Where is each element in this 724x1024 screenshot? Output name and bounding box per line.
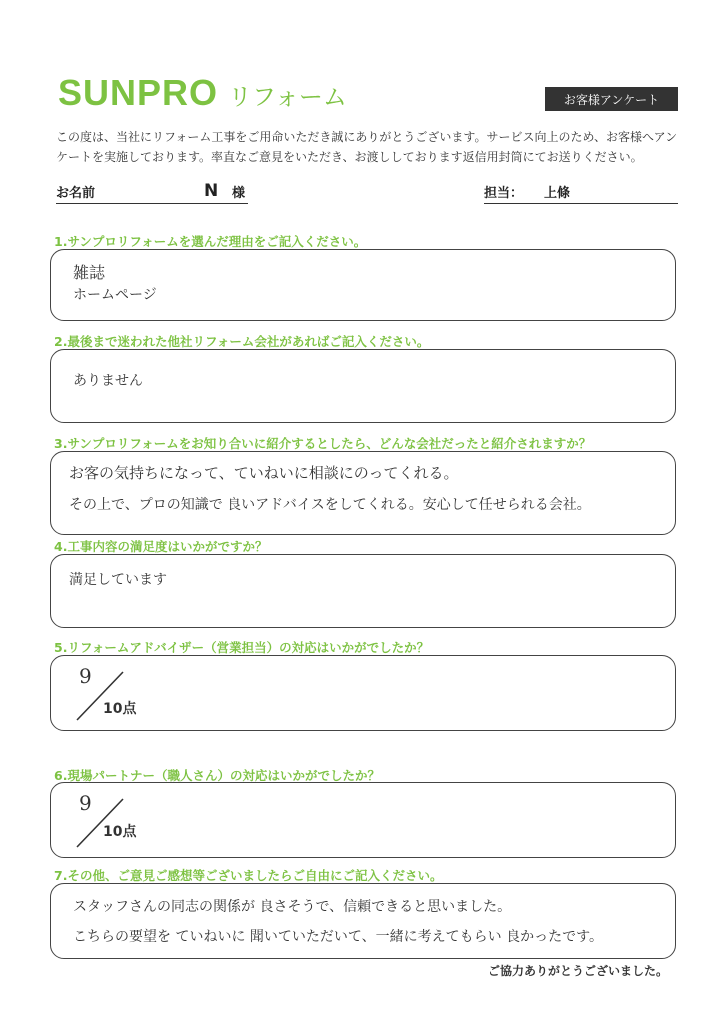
question-7-label: 7.その他、ご意見ご感想等ございましたらご自由にご記入ください。 — [54, 868, 443, 883]
answer-line: お客の気持ちになって、ていねいに相談にのってくれる。 — [69, 464, 459, 482]
question-1-answer-box — [50, 249, 676, 321]
question-3-label: 3.サンプロリフォームをお知り合いに紹介するとしたら、どんな会社だったと紹介されますか？ — [54, 436, 592, 451]
staff-label: 担当： — [484, 186, 524, 201]
question-1-label: 1.サンプロリフォームを選んだ理由をご記入ください。 — [54, 234, 367, 249]
logo-brand: SUNPRO — [58, 72, 219, 113]
answer-line: ホームページ — [73, 287, 157, 303]
score-value: 9 — [79, 664, 92, 688]
answer-line: スタッフさんの同志の関係が 良さそうで、信頼できると思いました。 — [73, 899, 512, 915]
question-4-answer-box — [50, 554, 676, 628]
question-3-answer-box — [50, 451, 676, 535]
question-7-answer-box — [50, 883, 676, 959]
answer-line: その上で、プロの知識で 良いアドバイスをしてくれる。安心して任せられる会社。 — [69, 497, 591, 513]
intro-text: この度は、当社にリフォーム工事をご用命いただき誠にありがとうございます。サービス向上のため、お客様へアンケートを実施しております。率直なご意見をいただき、お渡ししております返信用封筒にてお送りください。 — [56, 130, 678, 164]
question-2-answer-box — [50, 349, 676, 423]
fraction-slash — [51, 656, 181, 732]
logo-subtitle: リフォーム — [228, 83, 347, 111]
question-6-answer-box — [50, 782, 676, 858]
question-4-label: 4.工事内容の満足度はいかがですか？ — [54, 539, 268, 554]
name-field — [56, 182, 248, 204]
score-max: 10点 — [103, 701, 137, 717]
answer-line: ありません — [73, 373, 143, 389]
name-label: お名前 — [56, 186, 96, 201]
question-2-label: 2.最後まで迷われた他社リフォーム会社があればご記入ください。 — [54, 334, 430, 349]
score-value: 9 — [79, 791, 92, 815]
answer-line: こちらの要望を ていねいに 聞いていただいて、一緒に考えてもらい 良かったです。 — [73, 929, 603, 945]
question-5-label: 5.リフォームアドバイザー（営業担当）の対応はいかがでしたか？ — [54, 640, 430, 655]
staff-field — [484, 182, 678, 204]
logo — [58, 72, 347, 114]
answer-line: 雑誌 — [73, 263, 106, 282]
question-6-label: 6.現場パートナー（職人さん）の対応はいかがでしたか？ — [54, 768, 380, 783]
name-suffix: 様 — [232, 186, 246, 201]
name-value: N — [204, 181, 219, 201]
question-5-answer-box — [50, 655, 676, 731]
score-rating — [51, 656, 181, 726]
answer-line: 満足しています — [69, 572, 167, 588]
staff-value: 上條 — [544, 186, 571, 201]
score-max: 10点 — [103, 824, 137, 840]
survey-badge: お客様アンケート — [545, 87, 678, 111]
score-rating — [51, 783, 181, 853]
thanks-text: ご協力ありがとうございました。 — [488, 964, 669, 978]
